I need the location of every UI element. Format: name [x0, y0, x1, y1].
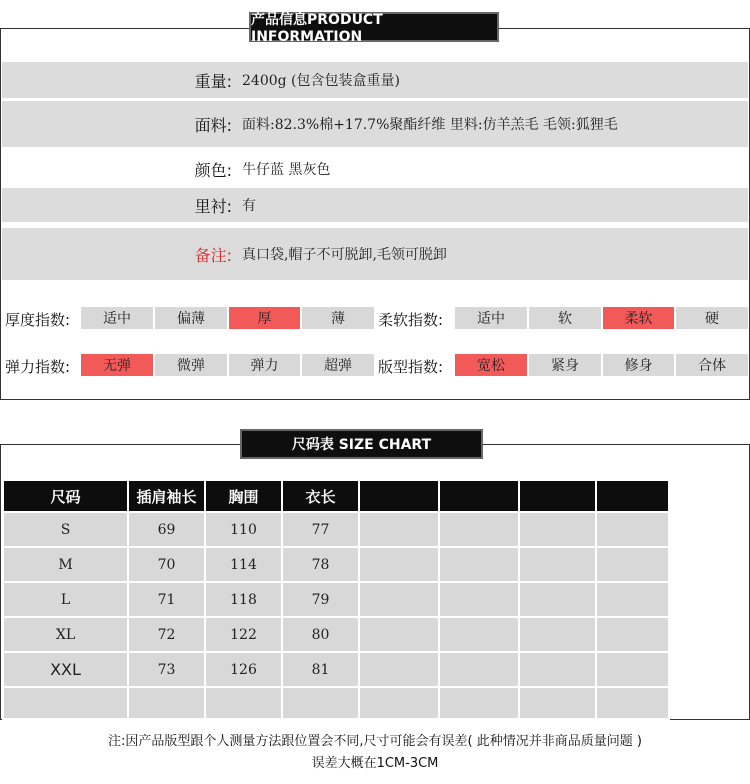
table-cell: M	[3, 547, 128, 582]
table-cell	[282, 687, 359, 719]
table-cell	[359, 617, 439, 652]
table-cell	[205, 687, 282, 719]
table-cell: 72	[128, 617, 205, 652]
table-row	[3, 617, 669, 652]
thickness-option-selected: 厚	[229, 307, 300, 329]
table-cell	[439, 652, 519, 687]
table-row	[3, 512, 669, 547]
note-line-2: 误差大概在1CM-3CM	[311, 756, 439, 771]
softness-option: 软	[529, 307, 601, 329]
table-cell	[519, 547, 596, 582]
info-value: 牛仔蓝 黑灰色	[242, 162, 331, 178]
table-cell: S	[3, 512, 128, 547]
table-cell: 114	[205, 547, 282, 582]
table-cell	[519, 652, 596, 687]
table-cell	[128, 687, 205, 719]
table-cell: 77	[282, 512, 359, 547]
table-cell: XXL	[3, 652, 128, 687]
table-cell: 81	[282, 652, 359, 687]
table-cell	[519, 582, 596, 617]
elasticity-label: 弹力指数:	[5, 358, 71, 376]
header-cell-sleeve: 插肩袖长	[128, 480, 205, 512]
table-cell	[439, 582, 519, 617]
table-cell	[439, 512, 519, 547]
info-key-remarks: 备注:	[194, 245, 232, 265]
table-cell: 69	[128, 512, 205, 547]
elasticity-option: 超弹	[302, 354, 374, 376]
table-cell: L	[3, 582, 128, 617]
table-cell	[519, 512, 596, 547]
thickness-option: 薄	[302, 307, 374, 329]
note-line-1: 注:因产品版型跟个人测量方法跟位置会不同,尺寸可能会有误差( 此种情况并非商品质量问题 )	[108, 734, 642, 749]
fit-label: 版型指数:	[378, 358, 444, 376]
table-cell	[359, 547, 439, 582]
table-cell	[596, 582, 669, 617]
info-value: 真口袋,帽子不可脱卸,毛领可脱卸	[242, 247, 447, 263]
info-value: 有	[242, 198, 256, 214]
table-cell: 78	[282, 547, 359, 582]
info-key: 里衬:	[194, 196, 232, 216]
info-row-weight	[2, 62, 748, 98]
table-cell: 70	[128, 547, 205, 582]
info-row-remarks	[2, 228, 748, 280]
header-cell-empty	[359, 480, 439, 512]
table-cell	[359, 687, 439, 719]
table-cell	[439, 687, 519, 719]
table-cell	[596, 617, 669, 652]
table-row	[3, 547, 669, 582]
table-cell	[596, 512, 669, 547]
info-key: 颜色:	[194, 160, 232, 180]
info-key: 重量:	[194, 71, 232, 91]
table-row	[3, 652, 669, 687]
softness-option-selected: 柔软	[603, 307, 674, 329]
size-chart-header-row	[3, 480, 669, 512]
table-row	[3, 582, 669, 617]
table-cell	[519, 617, 596, 652]
table-cell	[3, 687, 128, 719]
table-cell	[596, 687, 669, 719]
table-cell: 80	[282, 617, 359, 652]
fit-option-selected: 宽松	[455, 354, 527, 376]
thickness-label: 厚度指数:	[5, 311, 71, 329]
table-cell: 122	[205, 617, 282, 652]
table-cell: 79	[282, 582, 359, 617]
table-cell: 110	[205, 512, 282, 547]
header-cell-length: 衣长	[282, 480, 359, 512]
table-cell	[439, 547, 519, 582]
table-cell	[359, 582, 439, 617]
header-cell-chest: 胸围	[205, 480, 282, 512]
softness-option: 硬	[676, 307, 748, 329]
thickness-option: 适中	[81, 307, 153, 329]
softness-option: 适中	[455, 307, 527, 329]
table-row	[3, 687, 669, 719]
fit-option: 修身	[603, 354, 674, 376]
table-cell	[439, 617, 519, 652]
thickness-option: 偏薄	[155, 307, 227, 329]
info-row-lining	[2, 188, 748, 222]
header-cell-empty	[519, 480, 596, 512]
table-cell	[596, 547, 669, 582]
table-cell	[519, 687, 596, 719]
product-info-title: 产品信息PRODUCT INFORMATION	[249, 12, 499, 42]
info-row-fabric	[2, 101, 748, 147]
table-cell	[596, 652, 669, 687]
size-chart-table	[2, 479, 670, 720]
softness-label: 柔软指数:	[378, 311, 444, 329]
info-row-color	[2, 152, 748, 186]
header-cell-empty	[439, 480, 519, 512]
info-key: 面料:	[194, 115, 232, 135]
header-cell-size: 尺码	[3, 480, 128, 512]
elasticity-option-selected: 无弹	[81, 354, 153, 376]
header-cell-empty	[596, 480, 669, 512]
table-cell: 126	[205, 652, 282, 687]
fit-option: 合体	[676, 354, 748, 376]
table-cell	[359, 512, 439, 547]
table-cell: XL	[3, 617, 128, 652]
table-cell	[359, 652, 439, 687]
info-value: 2400g (包含包装盒重量)	[242, 73, 400, 89]
table-cell: 73	[128, 652, 205, 687]
info-value: 面料:82.3%棉+17.7%聚酯纤维 里料:仿羊羔毛 毛领:狐狸毛	[242, 117, 618, 133]
table-cell: 71	[128, 582, 205, 617]
fit-option: 紧身	[529, 354, 601, 376]
size-chart-title: 尺码表 SIZE CHART	[240, 429, 483, 459]
elasticity-option: 微弹	[155, 354, 227, 376]
table-cell: 118	[205, 582, 282, 617]
elasticity-option: 弹力	[229, 354, 300, 376]
